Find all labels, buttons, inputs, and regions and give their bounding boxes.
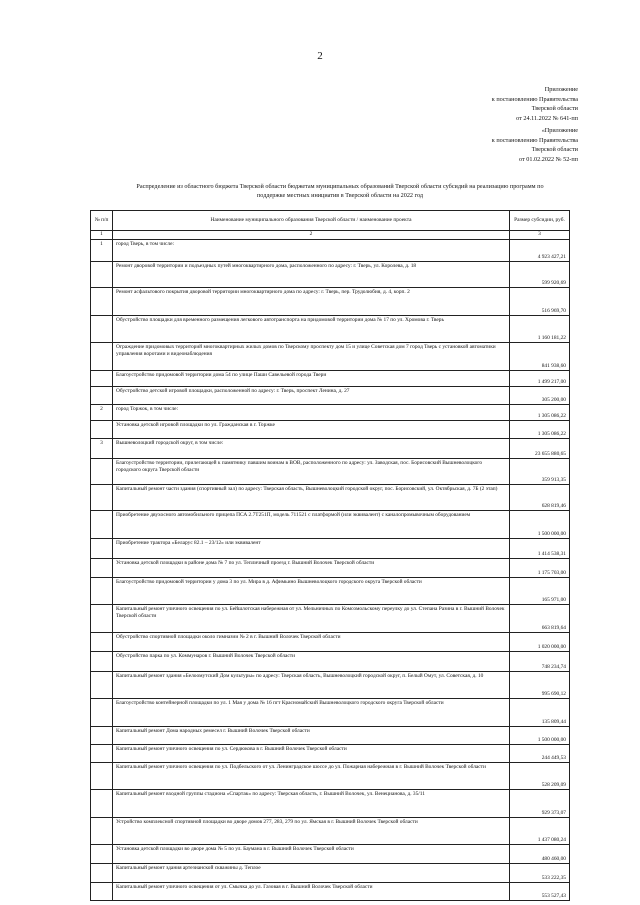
subsidy-amount: 244 449,53	[510, 745, 570, 763]
row-number	[91, 883, 113, 901]
approval-header	[492, 85, 578, 123]
table-row	[91, 605, 570, 633]
project-name: Капитальный ремонт здания артезианской скважины д. Теплое	[113, 864, 510, 883]
row-number	[91, 745, 113, 763]
subsidy-amount: 1 500 000,00	[510, 727, 570, 745]
row-number	[91, 288, 113, 316]
table-row	[91, 343, 570, 371]
row-number	[91, 790, 113, 818]
table-row	[91, 790, 570, 818]
subsidy-table	[90, 210, 570, 901]
subsidy-amount: 165 971,00	[510, 578, 570, 605]
header-line: Приложение	[544, 86, 578, 93]
index-cell: 2	[113, 231, 510, 240]
page-number: 2	[317, 50, 323, 62]
project-name: Капитальный ремонт уличного освещения по ул. Подбельского от ул. Ленинградское шоссе до ул. Пожарная набережная в г. Вышний Волочек Тверской области	[113, 763, 510, 790]
subsidy-amount: 1 437 080,24	[510, 818, 570, 845]
subsidy-amount: 1 175 703,00	[510, 559, 570, 578]
project-name: Ограждение придомовых территорий многоквартирных жилых домов по Тверскому проспекту дом 15 и улице Советская дом 7 город Тверь с установкой автоматики управления воротами и видеонаблюдения	[113, 343, 510, 371]
subsidy-amount: 528 209,09	[510, 763, 570, 790]
row-number	[91, 578, 113, 605]
project-name: Обустройство детской игровой площадки, расположенной по адресу: г. Тверь, проспект Ленина, д. 27	[113, 387, 510, 405]
project-name: Установка детской площадки в районе дома № 7 по ул. Тепличный проезд г. Вышний Волочек Тверской области	[113, 559, 510, 578]
table-row	[91, 763, 570, 790]
table-row	[91, 387, 570, 405]
row-number	[91, 818, 113, 845]
index-cell: 3	[510, 231, 570, 240]
table-row	[91, 485, 570, 511]
subsidy-amount: 628 819,46	[510, 485, 570, 511]
row-number	[91, 699, 113, 727]
project-name: город Тверь, в том числе:	[113, 240, 510, 262]
project-name: Обустройство площадки для временного размещения легкового автотранспорта на придомовой территории дома № 17 по ул. Хромова г. Тверь	[113, 316, 510, 343]
subsidy-amount: 748 234,74	[510, 652, 570, 672]
project-name: Благоустройство территории, прилегающей к памятнику павшим воинам в ВОВ, расположенного по адресу: ул. Заводская, пос. Борисовский Вышневолоцкого городского округа Тверской области	[113, 459, 510, 485]
subsidy-amount: 1 500 000,00	[510, 511, 570, 539]
table-row	[91, 699, 570, 727]
project-name: Приобретение двухосного автомобильного прицепа ПСА 2.7Т251П, модель 711521 с платформой (или эквивалент) с каналопромывочным оборудованием	[113, 511, 510, 539]
index-cell: 1	[91, 231, 113, 240]
table-row	[91, 578, 570, 605]
subsidy-amount: 516 969,70	[510, 288, 570, 316]
project-name: город Торжок, в том числе:	[113, 405, 510, 421]
header-line: «Приложение	[541, 127, 578, 134]
table-row	[91, 845, 570, 864]
table-row	[91, 240, 570, 262]
row-number	[91, 262, 113, 288]
subsidy-amount: 533 222,35	[510, 864, 570, 883]
table-row	[91, 439, 570, 459]
subsidy-amount: 23 655 880,65	[510, 439, 570, 459]
row-number	[91, 672, 113, 699]
subsidy-amount: 359 913,35	[510, 459, 570, 485]
row-number	[91, 371, 113, 387]
project-name: Капитальный ремонт уличного освещения от ул. Смычка до ул. Газовая в г. Вышний Волочек Тверской области	[113, 883, 510, 901]
project-name: Благоустройство придомовой территории дома 54 по улице Паши Савельевой города Твери	[113, 371, 510, 387]
row-number	[91, 387, 113, 405]
project-name: Установка детской игровой площадки по ул. Гражданская в г. Торжке	[113, 421, 510, 439]
project-name: Ремонт дворовой территории и подъездных путей многоквартирного дома, расположенного по адресу: г. Тверь, ул. Королева, д. 18	[113, 262, 510, 288]
row-number	[91, 605, 113, 633]
project-name: Приобретение трактора «Беларус 82.1 – 23/12» или эквивалент	[113, 539, 510, 559]
title-line: поддержке местных инициатив в Тверской области на 2022 год	[256, 192, 424, 199]
subsidy-amount: 1 305 086,22	[510, 405, 570, 421]
subsidy-amount: 1 414 538,31	[510, 539, 570, 559]
table-row	[91, 421, 570, 439]
row-number	[91, 343, 113, 371]
table-row	[91, 883, 570, 901]
project-name: Ремонт асфальтового покрытия дворовой территории многоквартирного дома по адресу: г. Тверь, пер. Трудолюбия, д. 4, корп. 2	[113, 288, 510, 316]
subsidy-amount: 480 460,00	[510, 845, 570, 864]
table-row	[91, 262, 570, 288]
table-row	[91, 559, 570, 578]
subsidy-amount: 305 200,00	[510, 387, 570, 405]
subsidy-amount: 995 690,12	[510, 672, 570, 699]
header-line: к постановлению Правительства	[491, 95, 578, 103]
header-line: от 24.11.2022 № 641-пп	[516, 114, 578, 122]
row-number	[91, 459, 113, 485]
row-number: 1	[91, 240, 113, 262]
subsidy-amount: 929 373,07	[510, 790, 570, 818]
table-row	[91, 633, 570, 652]
subsidy-amount: 1 305 086,22	[510, 421, 570, 439]
project-name: Благоустройство контейнерной площадки по ул. 1 Мая у дома № 16 пгт Красномайский Вышневолоцкого городского округа Тверской области	[113, 699, 510, 727]
project-name: Капитальный ремонт Дома народных ремесел г. Вышний Волочек Тверской области	[113, 727, 510, 745]
table-row	[91, 818, 570, 845]
row-number: 3	[91, 439, 113, 459]
row-number	[91, 864, 113, 883]
project-name: Капитальный ремонт части здания (спортивный зал) по адресу: Тверская область, Вышневолоцкий городской округ, пос. Борисовский, ул. Октябрьская, д. 7Б (2 этап)	[113, 485, 510, 511]
table-row	[91, 539, 570, 559]
row-number	[91, 316, 113, 343]
table-row	[91, 371, 570, 387]
project-name: Установка детской площадки во дворе дома № 5 по ул. Баумана в г. Вышний Волочек Тверской области	[113, 845, 510, 864]
title-line: Распределение из областного бюджета Тверской области бюджетам муниципальных образований Тверской области субсидий на реализацию программ по	[136, 183, 544, 190]
original-approval-header	[492, 126, 578, 164]
row-number	[91, 485, 113, 511]
table-row	[91, 288, 570, 316]
project-name: Вышневолоцкий городской округ, в том числе:	[113, 439, 510, 459]
header-line: Тверской области	[531, 105, 578, 113]
header-name: Наименование муниципального образования Тверской области / наименование проекта	[113, 211, 510, 231]
subsidy-amount: 663 819,64	[510, 605, 570, 633]
project-name: Капитальный ремонт уличного освещения по ул. Бейшлотская набережная от ул. Мельничных по Комсомольскому переулку до ул. Степана Разина в г. Вышний Волочек Тверской области	[113, 605, 510, 633]
row-number	[91, 421, 113, 439]
row-number	[91, 845, 113, 864]
subsidy-amount: 135 809,44	[510, 699, 570, 727]
row-number	[91, 763, 113, 790]
subsidy-amount: 841 938,60	[510, 343, 570, 371]
subsidy-amount: 1 020 000,00	[510, 633, 570, 652]
project-name: Обустройство спортивной площадки около гимназии № 2 в г. Вышний Волочек Тверской области	[113, 633, 510, 652]
header-line: Тверской области	[531, 146, 578, 154]
row-number	[91, 652, 113, 672]
row-number: 2	[91, 405, 113, 421]
header-amount: Размер субсидии, руб.	[510, 211, 570, 231]
row-number	[91, 511, 113, 539]
table-row	[91, 511, 570, 539]
header-line: к постановлению Правительства	[491, 136, 578, 144]
row-number	[91, 633, 113, 652]
header-line: от 01.02.2022 № 52-пп	[519, 155, 578, 163]
project-name: Капитальный ремонт входной группы стадиона «Спартак» по адресу: Тверская область, г. Вышний Волочек, ул. Венецианова, д. 35/11	[113, 790, 510, 818]
subsidy-amount: 599 920,69	[510, 262, 570, 288]
table-row	[91, 405, 570, 421]
table-row	[91, 652, 570, 672]
table-row	[91, 745, 570, 763]
table-row	[91, 864, 570, 883]
project-name: Обустройство парка по ул. Коммунаров г. Вышний Волочек Тверской области	[113, 652, 510, 672]
project-name: Капитальный ремонт здания «Белоомутский Дом культуры» по адресу: Тверская область, Вышневолоцкий городской округ, п. Белый Омут, ул. Советская, д. 10	[113, 672, 510, 699]
table-row	[91, 459, 570, 485]
header-number: № п/п	[91, 211, 113, 231]
document-title	[90, 182, 590, 200]
table-row	[91, 672, 570, 699]
subsidy-amount: 1 160 181,22	[510, 316, 570, 343]
project-name: Устройство комплексной спортивной площадки во дворе домов 277, 283, 279 по ул. Ямская в г. Вышний Волочек Тверской области	[113, 818, 510, 845]
row-number	[91, 539, 113, 559]
table-header-row	[91, 211, 570, 231]
subsidy-amount: 553 527,43	[510, 883, 570, 901]
subsidy-amount: 1 499 217,00	[510, 371, 570, 387]
table-row	[91, 727, 570, 745]
row-number	[91, 727, 113, 745]
row-number	[91, 559, 113, 578]
table-index-row	[91, 231, 570, 240]
subsidy-amount: 4 923 427,21	[510, 240, 570, 262]
project-name: Благоустройство придомовой территории у дома 3 по ул. Мира в д. Афимьино Вышневолоцкого городского округа Тверской области	[113, 578, 510, 605]
table-row	[91, 316, 570, 343]
project-name: Капитальный ремонт уличного освещения по ул. Сердюкова в г. Вышний Волочек Тверской области	[113, 745, 510, 763]
